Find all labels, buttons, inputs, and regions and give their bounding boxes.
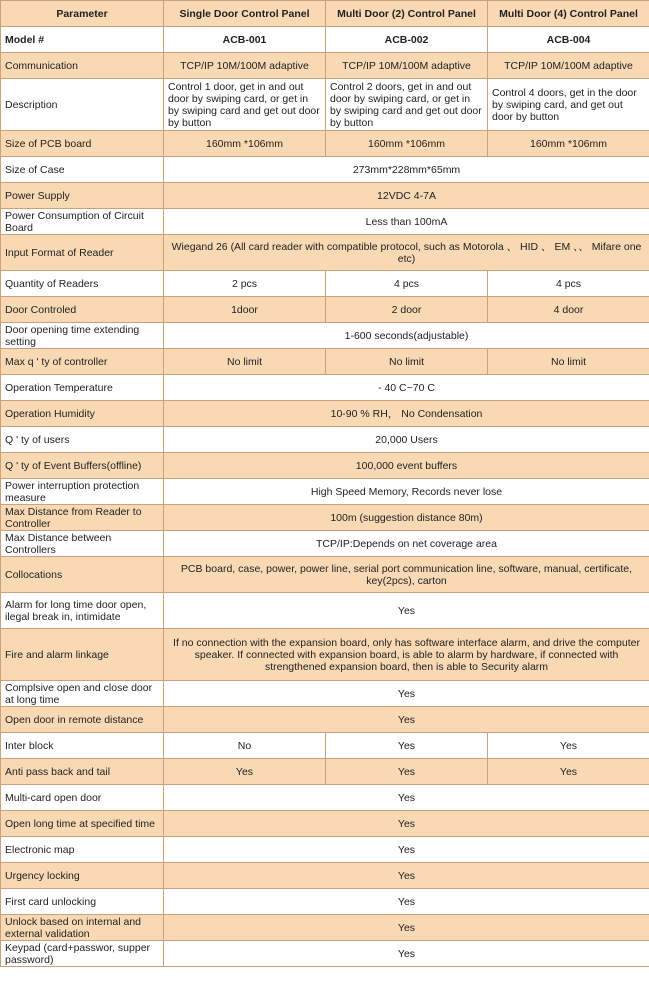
row-label: Model #: [1, 27, 164, 53]
row-value: Yes: [326, 759, 488, 785]
row-value: Yes: [488, 759, 649, 785]
row-value: 160mm *106mm: [164, 131, 326, 157]
row-label: Max Distance between Controllers: [1, 531, 164, 557]
row-value: 4 pcs: [326, 271, 488, 297]
table-row: [1, 157, 649, 183]
row-label: Size of Case: [1, 157, 164, 183]
row-label: Open door in remote distance: [1, 707, 164, 733]
header-single-door: Single Door Control Panel: [164, 1, 326, 27]
row-label: Power Consumption of Circuit Board: [1, 209, 164, 235]
row-value: 1door: [164, 297, 326, 323]
table-row: [1, 209, 649, 235]
row-value: ACB-002: [326, 27, 488, 53]
table-row: [1, 863, 649, 889]
table-row: [1, 427, 649, 453]
row-label: Collocations: [1, 557, 164, 593]
row-label: Q ' ty of users: [1, 427, 164, 453]
row-label: Max Distance from Reader to Controller: [1, 505, 164, 531]
row-value: Yes: [164, 759, 326, 785]
row-value-merged: Yes: [164, 681, 649, 707]
row-label: Open long time at specified time: [1, 811, 164, 837]
row-label: Electronic map: [1, 837, 164, 863]
row-value: No limit: [488, 349, 649, 375]
row-value: TCP/IP 10M/100M adaptive: [164, 53, 326, 79]
row-label: Power interruption protection measure: [1, 479, 164, 505]
header-row: [1, 1, 649, 27]
row-value-merged: Yes: [164, 593, 649, 629]
row-label: Description: [1, 79, 164, 131]
row-value: 2 pcs: [164, 271, 326, 297]
row-label: Multi-card open door: [1, 785, 164, 811]
table-row: [1, 235, 649, 271]
table-row: [1, 889, 649, 915]
row-label: First card unlocking: [1, 889, 164, 915]
row-value: Control 2 doors, get in and out door by swiping card, or get in by swiping card and get out door by button: [326, 79, 488, 131]
row-value: ACB-001: [164, 27, 326, 53]
row-value-merged: 100m (suggestion distance 80m): [164, 505, 649, 531]
table-row: [1, 531, 649, 557]
table-row: [1, 349, 649, 375]
row-value: TCP/IP 10M/100M adaptive: [488, 53, 649, 79]
row-label: Operation Temperature: [1, 375, 164, 401]
row-label: Input Format of Reader: [1, 235, 164, 271]
row-label: Unlock based on internal and external validation: [1, 915, 164, 941]
row-label: Urgency locking: [1, 863, 164, 889]
table-row: [1, 183, 649, 209]
table-row: [1, 593, 649, 629]
row-value: Control 1 door, get in and out door by swiping card, or get in by swiping card and get out door by button: [164, 79, 326, 131]
row-label: Communication: [1, 53, 164, 79]
row-value-merged: - 40 C~70 C: [164, 375, 649, 401]
row-value: ACB-004: [488, 27, 649, 53]
header-parameter: Parameter: [1, 1, 164, 27]
row-label: Door opening time extending setting: [1, 323, 164, 349]
row-value-merged: High Speed Memory, Records never lose: [164, 479, 649, 505]
row-value: Control 4 doors, get in the door by swiping card, and get out door by button: [488, 79, 649, 131]
table-row: [1, 681, 649, 707]
table-row: [1, 27, 649, 53]
table-row: [1, 131, 649, 157]
table-row: [1, 53, 649, 79]
row-value: TCP/IP 10M/100M adaptive: [326, 53, 488, 79]
table-row: [1, 401, 649, 427]
row-value-merged: Yes: [164, 889, 649, 915]
table-row: [1, 915, 649, 941]
table-row: [1, 453, 649, 479]
row-value-merged: PCB board, case, power, power line, serial port communication line, software, manual, certificate, key(2pcs), carton: [164, 557, 649, 593]
row-label: Door Controled: [1, 297, 164, 323]
row-value-merged: If no connection with the expansion board, only has software interface alarm, and drive the computer speaker. If connected with expansion board, is able to alarm by hardware, if connected with strengthened expansion board, then is able to Security alarm: [164, 629, 649, 681]
table-row: [1, 733, 649, 759]
row-value-merged: 10-90 % RH， No Condensation: [164, 401, 649, 427]
row-value: 160mm *106mm: [488, 131, 649, 157]
table-row: [1, 271, 649, 297]
table-row: [1, 785, 649, 811]
row-value-merged: Yes: [164, 811, 649, 837]
table-row: [1, 941, 649, 967]
table-row: [1, 79, 649, 131]
row-value: No limit: [326, 349, 488, 375]
table-row: [1, 375, 649, 401]
table-row: [1, 505, 649, 531]
row-value: 160mm *106mm: [326, 131, 488, 157]
table-row: [1, 707, 649, 733]
row-label: Quantity of Readers: [1, 271, 164, 297]
row-value-merged: 100,000 event buffers: [164, 453, 649, 479]
row-value-merged: 12VDC 4-7A: [164, 183, 649, 209]
row-label: Anti pass back and tail: [1, 759, 164, 785]
row-value: No: [164, 733, 326, 759]
row-value: No limit: [164, 349, 326, 375]
row-value-merged: Yes: [164, 863, 649, 889]
header-multi-door-4: Multi Door (4) Control Panel: [488, 1, 649, 27]
row-label: Inter block: [1, 733, 164, 759]
row-label: Power Supply: [1, 183, 164, 209]
table-row: [1, 479, 649, 505]
row-value: 2 door: [326, 297, 488, 323]
row-label: Keypad (card+passwor, supper password): [1, 941, 164, 967]
row-value-merged: Yes: [164, 915, 649, 941]
row-value-merged: Less than 100mA: [164, 209, 649, 235]
row-value: Yes: [326, 733, 488, 759]
table-row: [1, 759, 649, 785]
row-label: Max q ' ty of controller: [1, 349, 164, 375]
header-multi-door-2: Multi Door (2) Control Panel: [326, 1, 488, 27]
row-value: Yes: [488, 733, 649, 759]
row-label: Alarm for long time door open, ilegal break in, intimidate: [1, 593, 164, 629]
row-label: Fire and alarm linkage: [1, 629, 164, 681]
row-value: 4 door: [488, 297, 649, 323]
row-value: 4 pcs: [488, 271, 649, 297]
table-row: [1, 629, 649, 681]
table-row: [1, 297, 649, 323]
table-row: [1, 323, 649, 349]
row-label: Operation Humidity: [1, 401, 164, 427]
table-row: [1, 811, 649, 837]
row-value-merged: Yes: [164, 707, 649, 733]
table-row: [1, 557, 649, 593]
row-label: Q ' ty of Event Buffers(offline): [1, 453, 164, 479]
row-value-merged: TCP/IP:Depends on net coverage area: [164, 531, 649, 557]
row-value-merged: 273mm*228mm*65mm: [164, 157, 649, 183]
table-row: [1, 837, 649, 863]
row-value-merged: 20,000 Users: [164, 427, 649, 453]
row-value-merged: Yes: [164, 785, 649, 811]
row-value-merged: Wiegand 26 (All card reader with compatible protocol, such as Motorola 、 HID 、 EM 、、 Mifare one etc): [164, 235, 649, 271]
row-label: Complsive open and close door at long time: [1, 681, 164, 707]
row-label: Size of PCB board: [1, 131, 164, 157]
row-value-merged: Yes: [164, 941, 649, 967]
row-value-merged: 1-600 seconds(adjustable): [164, 323, 649, 349]
row-value-merged: Yes: [164, 837, 649, 863]
